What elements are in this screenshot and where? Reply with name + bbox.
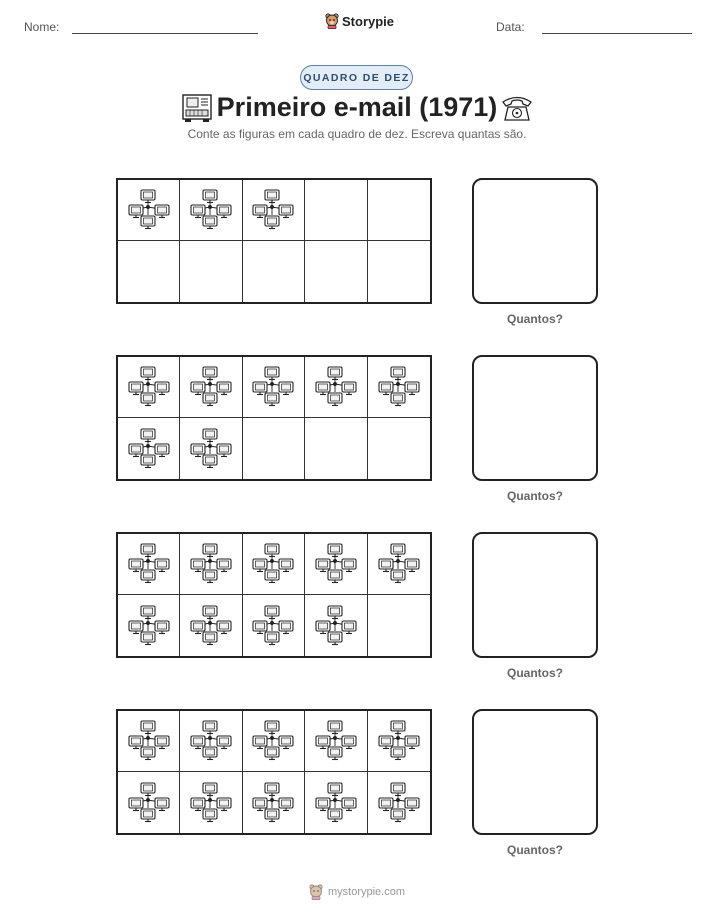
frame-cell	[118, 534, 180, 595]
computer-network-icon	[189, 428, 233, 470]
frame-cell	[243, 418, 305, 479]
frame-cell	[305, 711, 367, 772]
answer-box-3[interactable]	[472, 532, 598, 658]
instructions: Conte as figuras em cada quadro de dez. Escreva quantas são.	[187, 127, 527, 141]
frame-cell	[243, 772, 305, 833]
frame-cell	[118, 418, 180, 479]
computer-network-icon	[251, 366, 295, 408]
answer-label-2: Quantos?	[507, 489, 563, 503]
frame-cell	[368, 711, 430, 772]
computer-network-icon	[314, 605, 358, 647]
frame-cell	[180, 241, 242, 302]
frame-cell	[180, 711, 242, 772]
ten-frame-4	[116, 709, 432, 835]
frame-cell	[118, 772, 180, 833]
telephone-icon	[500, 93, 534, 123]
frame-cell	[118, 711, 180, 772]
answer-box-2[interactable]	[472, 355, 598, 481]
frame-cell	[243, 180, 305, 241]
frame-cell	[368, 595, 430, 656]
frame-cell	[118, 357, 180, 418]
footer	[0, 884, 714, 900]
frame-cell	[180, 595, 242, 656]
ten-frame-1	[116, 178, 432, 304]
frame-cell	[368, 241, 430, 302]
frame-cell	[118, 180, 180, 241]
frame-cell	[368, 357, 430, 418]
frame-cell	[305, 534, 367, 595]
frame-cell	[243, 534, 305, 595]
frame-cell	[243, 595, 305, 656]
answer-label-3: Quantos?	[507, 666, 563, 680]
title-row	[0, 92, 714, 124]
computer-network-icon	[377, 366, 421, 408]
computer-network-icon	[251, 782, 295, 824]
storypie-mascot-icon	[325, 13, 339, 29]
frame-cell	[368, 772, 430, 833]
computer-network-icon	[251, 605, 295, 647]
computer-network-icon	[127, 543, 171, 585]
computer-network-icon	[251, 543, 295, 585]
frame-cell	[305, 418, 367, 479]
computer-network-icon	[377, 782, 421, 824]
computer-network-icon	[314, 543, 358, 585]
computer-network-icon	[251, 189, 295, 231]
answer-box-1[interactable]	[472, 178, 598, 304]
frame-cell	[305, 241, 367, 302]
computer-network-icon	[127, 428, 171, 470]
frame-cell	[180, 418, 242, 479]
computer-network-icon	[127, 720, 171, 762]
frame-cell	[118, 241, 180, 302]
page-title: Primeiro e-mail (1971)	[216, 92, 498, 122]
date-label: Data:	[496, 20, 525, 34]
frame-cell	[243, 711, 305, 772]
computer-network-icon	[189, 605, 233, 647]
computer-network-icon	[189, 720, 233, 762]
storypie-mascot-icon	[309, 884, 323, 900]
frame-cell	[118, 595, 180, 656]
computer-network-icon	[189, 189, 233, 231]
computer-network-icon	[127, 366, 171, 408]
computer-network-icon	[251, 720, 295, 762]
computer-network-icon	[127, 605, 171, 647]
computer-network-icon	[377, 720, 421, 762]
computer-network-icon	[189, 782, 233, 824]
frame-cell	[368, 534, 430, 595]
frame-cell	[305, 772, 367, 833]
frame-cell	[305, 595, 367, 656]
brand-name: Storypie	[342, 13, 395, 29]
frame-cell	[243, 357, 305, 418]
name-label: Nome:	[24, 20, 60, 34]
answer-label-1: Quantos?	[507, 312, 563, 326]
name-line[interactable]	[72, 33, 258, 34]
date-line[interactable]	[542, 33, 692, 34]
answer-label-4: Quantos?	[507, 843, 563, 857]
computer-network-icon	[377, 543, 421, 585]
frame-cell	[368, 418, 430, 479]
frame-cell	[180, 534, 242, 595]
frame-cell	[180, 180, 242, 241]
brand-logo	[325, 13, 394, 29]
category-badge: QUADRO DE DEZ	[300, 65, 413, 90]
frame-cell	[305, 180, 367, 241]
computer-network-icon	[189, 543, 233, 585]
frame-cell	[368, 180, 430, 241]
computer-network-icon	[314, 366, 358, 408]
frame-cell	[305, 357, 367, 418]
ten-frame-2	[116, 355, 432, 481]
computer-network-icon	[189, 366, 233, 408]
footer-url: mystorypie.com	[327, 886, 406, 898]
computer-network-icon	[314, 782, 358, 824]
computer-network-icon	[314, 720, 358, 762]
answer-box-4[interactable]	[472, 709, 598, 835]
frame-cell	[180, 357, 242, 418]
frame-cell	[180, 772, 242, 833]
computer-network-icon	[127, 782, 171, 824]
frame-cell	[243, 241, 305, 302]
computer-network-icon	[127, 189, 171, 231]
ten-frame-3	[116, 532, 432, 658]
